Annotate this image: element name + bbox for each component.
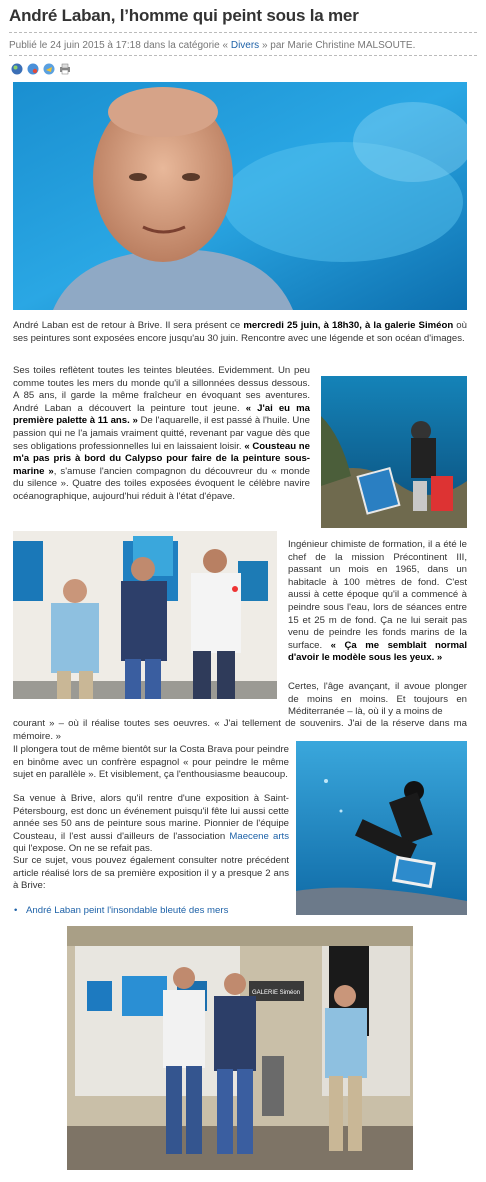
print-icon[interactable] — [59, 62, 71, 74]
meta-prefix: Publié le 24 juin 2015 à 17:18 dans la catégorie « — [9, 40, 229, 51]
text-span: , s'amuse l'ancien compagnon du découvreur du « monde du silence ». Quatre des toiles exposées évoquent le célèbre navire océanographique, aujourd'hui réduit à l'état d'épave. — [13, 465, 310, 502]
gallery-group-photo — [13, 531, 277, 699]
twitter-icon[interactable] — [27, 62, 39, 74]
portrait-photo — [13, 82, 467, 310]
divider — [9, 55, 477, 56]
diver-underwater-photo — [296, 741, 467, 915]
related-article-link[interactable]: • André Laban peint l'insondable bleuté des mers — [26, 905, 228, 916]
diver-painting-photo — [321, 376, 467, 528]
share-icon[interactable] — [43, 62, 55, 74]
share-toolbar — [11, 62, 71, 74]
paragraph-sur-ce-sujet: Sur ce sujet, vous pouvez également consulter notre précédent article réalisé lors de sa première exposition il y a presque 2 ans à Brive: — [13, 855, 289, 892]
paragraph-costa-brava — [13, 744, 289, 782]
text-span: De l'aquarelle, il est passé à l'huile. Une passion qui ne l'a jamais vraiment quitté, revenant par vague dès que ses obligations professionnelles lui en laissaient loisir. — [13, 415, 310, 452]
paragraph-intro — [13, 320, 467, 345]
article-title: André Laban, l’homme qui peint sous la mer — [9, 6, 359, 25]
gallery-storefront-photo — [67, 926, 413, 1170]
paragraph-teintes — [13, 365, 310, 504]
gallery-sign: GALERIE Siméon — [251, 990, 301, 996]
text-span: qui l'expose. On ne se refait pas. — [13, 843, 153, 855]
text-span: Il plongera tout de même bientôt sur la Costa Brava pour peindre en binôme avec un confrère espagnol « pour peindre le même sujet en parallèle ». Et visiblement, ça l'enthousiasme beaucoup. — [13, 744, 289, 781]
text-span: où ses peintures sont exposées encore jusqu'au 30 juin. Rencontre avec une légende et son océan d'images. — [13, 320, 467, 344]
text-bold: « Cousteau ne m'a pas pris à bord du Calypso pour faire de la peinture sous-marine » — [13, 440, 310, 477]
paragraph-certes — [288, 681, 467, 719]
text-span: Certes, l'âge avançant, il avoue plonger de moins en moins. Et toujours en Méditerranée – là, où il y a moins de — [288, 681, 467, 718]
facebook-icon[interactable] — [11, 62, 23, 74]
text-span: Ses toiles reflètent toutes les teintes bleutées. Evidemment. Un peu comme toutes les mers du monde qu'il a sillonnées dessus dessous. A 85 ans, il garde la même fraîcheur en évoquant ses aventures. André Laban a découvert la peinture tout jeune. — [13, 365, 310, 414]
paragraph-courant — [13, 718, 467, 743]
text-span: André Laban est de retour à Brive. Il sera présent ce — [13, 320, 244, 331]
article-meta — [9, 40, 479, 51]
category-link[interactable]: Divers — [230, 40, 260, 51]
text-bold: « J'ai eu ma première palette à 11 ans. » — [13, 402, 310, 427]
text-bold: mercredi 25 juin, à 18h30, à la galerie Siméon — [243, 320, 454, 331]
meta-suffix: » par Marie Christine MALSOUTE. — [261, 40, 416, 51]
text-span: courant » – où il réalise toutes ses oeuvres. « J'ai tellement de souvenirs. J'ai de la réserve dans ma mémoire. » — [13, 718, 467, 742]
text-span: Sa venue à Brive, alors qu'il rentre d'une exposition à Saint-Pétersbourg, est donc un événement puisqu'il fête lui aussi cette année ses 50 ans de peinture sous marine. Pionnier de l'équipe Cousteau, il l'est aussi d'ailleurs de l'association — [13, 793, 289, 842]
divider — [9, 32, 477, 33]
paragraph-ingenieur — [288, 539, 467, 665]
paragraph-venue — [13, 793, 289, 856]
text-span: Ingénieur chimiste de formation, il a été le chef de la mission Précontinent III, passant un mois en 1965, dans un habitacle à 100 mètres de fond. C'est aussi à cette époque qu'il a commencé à peindre sous l'eau, lors de séances entre 15 et 25 m de fond. Ça ne lui serait pas venu de peindre les fonds marins de la surface. — [288, 539, 467, 651]
text-bold: « Ça me semblait normal d'avoir le modèle sous les yeux. » — [288, 639, 467, 664]
maecene-arts-link[interactable]: Maecene arts — [229, 830, 289, 842]
